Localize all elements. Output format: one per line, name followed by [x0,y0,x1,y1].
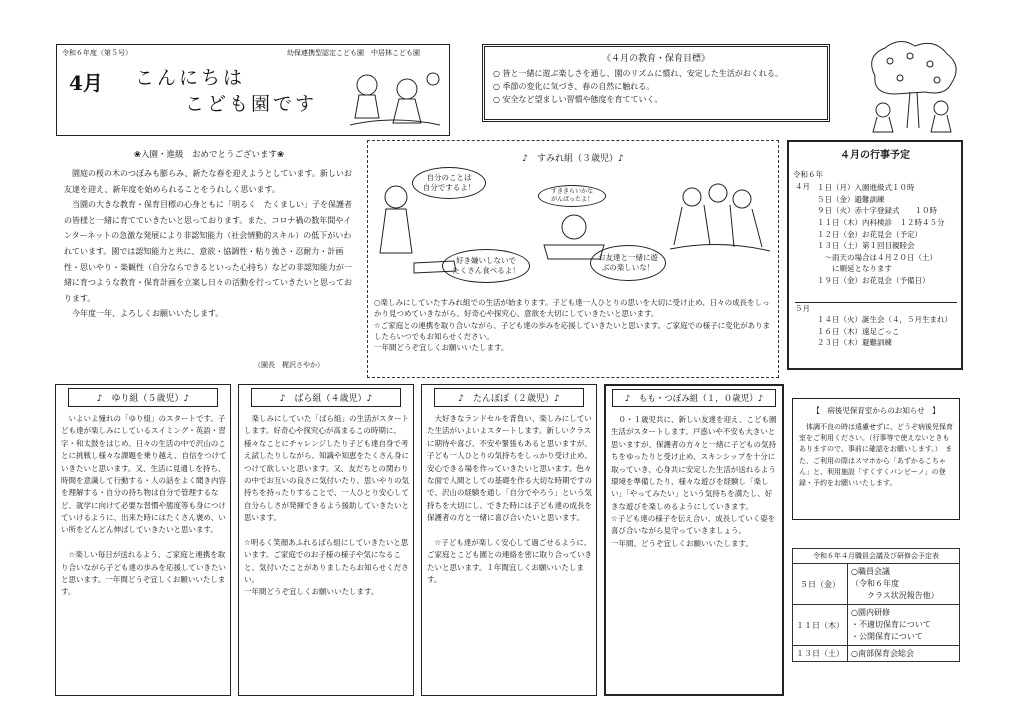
meeting-content: ○職員会議 （令和６年度 クラス状況報告他） [848,564,960,605]
sumire-children-illustration [374,175,774,285]
may-label: ５月 [795,304,810,313]
yuri-heading: ♪ ゆり組（５歳児）♪ [68,388,218,407]
table-row [793,646,960,662]
tanpopo-class-section [421,384,597,696]
goal-item [493,94,819,107]
event-item: １日（月）入園進級式１０時 [817,183,915,192]
tree-illustration [855,36,965,136]
principal-greeting [64,148,354,373]
event-item: ～雨天の場合は４月２０日（土） [817,252,937,262]
sumire-body: ○楽しみにしていたすみれ組での生活が始まります。子ども達一人ひとりの思いを大切に受け止め、日々の成長をしっかり見つめていきながら、好奇心や探究心、意欲を大切にしていきたいと思います。 ☆ご家庭との連携を取り合いながら、子ども達の歩みを応援していきたいと思います。ご家庭での様子に変化がありましたらいつでもお知らせください。 一年間どうぞ宜しくお願いいたします。 [374,298,771,352]
month-label: 4月 [69,71,103,95]
goal-bullet: ○ [493,94,500,104]
event-schedule [787,140,963,370]
staff-meeting-schedule [792,548,960,662]
greeting-body: 園庭の桜の木のつぼみも膨らみ、新たな春を迎えようとしています。新しいお友達を迎え、新年度を始められることをうれしく思います。 当園の大きな教育・保育目標の心身ともに「明るく たくましい」子を保護者の皆様と一緒に育てていきたいと思っております。また、コロナ禍の数年間やインターネットの急激な発展により非認知能力（社会情動的スキル）の低下がいわれています。園では認知能力と共に、意欲・協調性・粘り強さ・忍耐力・計画性・思いやり・楽観性（自分ならできるといった心持ち）などの非認知能力が一緒に育つような教育・保育計画を立案し日々の活動を行っていきたいと思っております。 今年度一年、よろしくお願いいたします。 [64,169,352,319]
bara-heading: ♪ ばら組（４歳児）♪ [251,388,401,407]
greeting-heading: ❀入園・進級 おめでとうございます❀ [133,150,285,160]
yuri-class-section [55,384,231,696]
momo-tsubomi-body: ０・１歳児共に、新しい友達を迎え、こども園生活がスタートします。戸惑いや不安も大きいと思いますが、保護者の方々と一緒に子どもの気持ちをゆったりと受け止め、スキンシップを十分に取っていき、心身共に安定した生活が送れるよう環境を準備したり、様々な遊びを経験し「楽しい」「やってみたい」という気持ちを満たし、好きな遊びを楽しめるようにしていきます。 ☆子ども達の様子を伝え合い、成長していく姿を喜び合いながら見守っていきましょう。 一年間、どうぞ宜しくお願いいたします。 [611,415,777,548]
meeting-content: ○園内研修 ・不適切保育について ・公開保育について [848,605,960,646]
momo-tsubomi-heading: ♪ もも・つぼみ組（１，０歳児）♪ [612,389,776,407]
event-item: １３日（土）第１回目親睦会 [817,241,915,251]
sick-care-heading: 【 病後児保育室からのお知らせ 】 [812,406,940,415]
monthly-goals [482,44,830,122]
event-item: ９日（火）赤十字登録式 １０時 [817,206,937,216]
schedule-divider [795,302,957,303]
goal-text: 安全など望ましい習慣や態度を育てていく。 [502,94,663,104]
issue-label: 令和６年度（第５号） [62,49,132,57]
sumire-heading: ♪ すみれ組（３歳児）♪ [522,154,624,164]
goal-item [493,81,819,94]
principal-signature: （園長 梶沢さやか） [254,361,324,369]
children-illustration [345,63,445,133]
event-item: １９日（金）お花見会（予備日） [817,276,930,285]
staff-meeting-heading: 令和６年４月職員会議及び研修会予定表 [793,549,960,564]
speech-bubble: すききらいかな がんばったよ！ [538,185,606,207]
speech-bubble: 好き嫌いしないで たくさん食べるよ！ [442,249,530,283]
bara-class-section [238,384,414,696]
speech-bubble: お友達と一緒に遊 ぶの楽しいな！ [590,245,666,281]
sick-child-care-notice [792,398,960,520]
event-item: ２３日（木）避難訓練 [817,338,892,348]
bara-body: 楽しみにしていた「ばら組」の生活がスタートします。好奇心や探究心が高まるこの時期に、様々なことにチャレンジしたり子ども達自身で考え試したりしながら、知識や知恵をたくさん身につけて欲しいと思います。又、友だちとの関わりの中でお互いの良さに気付いたり、思いやりの気持ちを持ったりすることで、一人ひとり安心して自分らしさが発揮できるよう援助していきたいと思います。 ☆明るく笑顔あふれるばら組にしていきたいと思います。ご家庭でのお子様の様子や気になること、気付いたことがありましたらお知らせください。 一年間どうぞ宜しくお願いいたします。 [244,414,409,597]
goals-heading: 《４月の教育・保育目標》 [601,54,710,64]
event-item: １４日（火）誕生会（４，５月生まれ） [817,315,952,324]
schedule-era: 令和６年 [793,170,823,179]
goal-text: 皆と一緒に遊ぶ楽しさを通し、園のリズムに慣れ、安定した生活がおくれる。 [502,69,783,78]
meeting-content: ○南部保育会総会 [848,646,960,662]
event-item: １１日（木）内科検診 １２時４５分 [817,217,945,227]
table-header-row [793,549,960,564]
meeting-date: １１日（木） [793,605,848,646]
staff-meeting-table [792,548,960,662]
title-line-1: こんにちは [135,67,246,89]
table-row [793,605,960,646]
may-events [817,314,963,349]
table-row [793,564,960,605]
tanpopo-body: 大好きなランドセルを背負い、楽しみにしていた生活がいよいよスタートします。新しいクラスに期待や喜び、不安や緊張もあると思いますが、子ども一人ひとりの気持ちをしっかり受け止め、安心できる場を作っていきたいと思います。色々な面で人間としての基礎を作る大切な時期ですので、沢山の経験を通し「自分でやろう」という気持ちを大切にし、できた時には子ども達の成長を保護者の方と一緒に喜び合いたいと思います。 ☆子ども達が楽しく安心して過ごせるように、ご家庭とこども園との連絡を密に取り合っていきたいと思います。１年間宜しくお願いいたします。 [427,414,592,584]
newsletter-header [56,44,450,136]
april-events [817,182,963,287]
event-item: ５日（金）避難訓練 [817,194,885,204]
goal-text: 季節の変化に気づき、春の自然に触れる。 [502,81,655,91]
event-item: １６日（木）遠足ごっこ [817,326,900,336]
sumire-class-section [367,140,779,378]
goal-bullet: ○ [493,69,500,78]
sick-care-body: 体調不良の時は遠慮せずに、どうぞ病後児保育室をご利用ください。（行事等で使えないときもありますので、事前に確認をお願いします。） また、ご利用の際はスマホから「あずかるこちゃん」と、利用施設「すくすくバンビーノ」の登録・予約をお願いいたします。 [799,423,953,487]
event-item: に順延となります [817,264,892,274]
goal-bullet: ○ [493,81,500,91]
goal-item [493,68,819,81]
meeting-date: １３日（土） [793,646,848,662]
meeting-date: ５日（金） [793,564,848,605]
momo-tsubomi-class-section [604,384,784,696]
event-item: １２日（金）お花見会（予定） [817,229,922,239]
schedule-heading: ４月の行事予定 [840,150,910,161]
school-name: 幼保連携型認定こども園 中居林こども園 [287,49,420,57]
tanpopo-heading: ♪ たんぽぽ（２歳児）♪ [434,388,584,407]
april-label: ４月 [795,182,810,191]
yuri-body: いよいよ憧れの「ゆり組」のスタートです。子ども達が楽しみにしているスイミング・英語・習字・和太鼓をはじめ、日々の生活の中で沢山のことに挑戦し様々な課題を乗り越え、自信をつけていきたいと思います。又、生活に見通しを持ち、時間を意識して行動する・人の話をよく聞き内容を理解する・自分の持ち物は自分で管理するなど、就学に向けて必要な習慣や態度等も身につけていけるように、出来た時にはたくさん褒め、いい所をどんどん伸ばしていきたいと思います。 ☆楽しい毎日が送れるよう、ご家庭と連携を取り合いながら子ども達の歩みを応援していきたいと思います。一年間どうぞ宜しくお願いいたします。 [61,414,227,597]
title-line-2: こども園です [185,93,318,115]
speech-bubble: 自分のことは 自分でするよ！ [412,167,486,199]
